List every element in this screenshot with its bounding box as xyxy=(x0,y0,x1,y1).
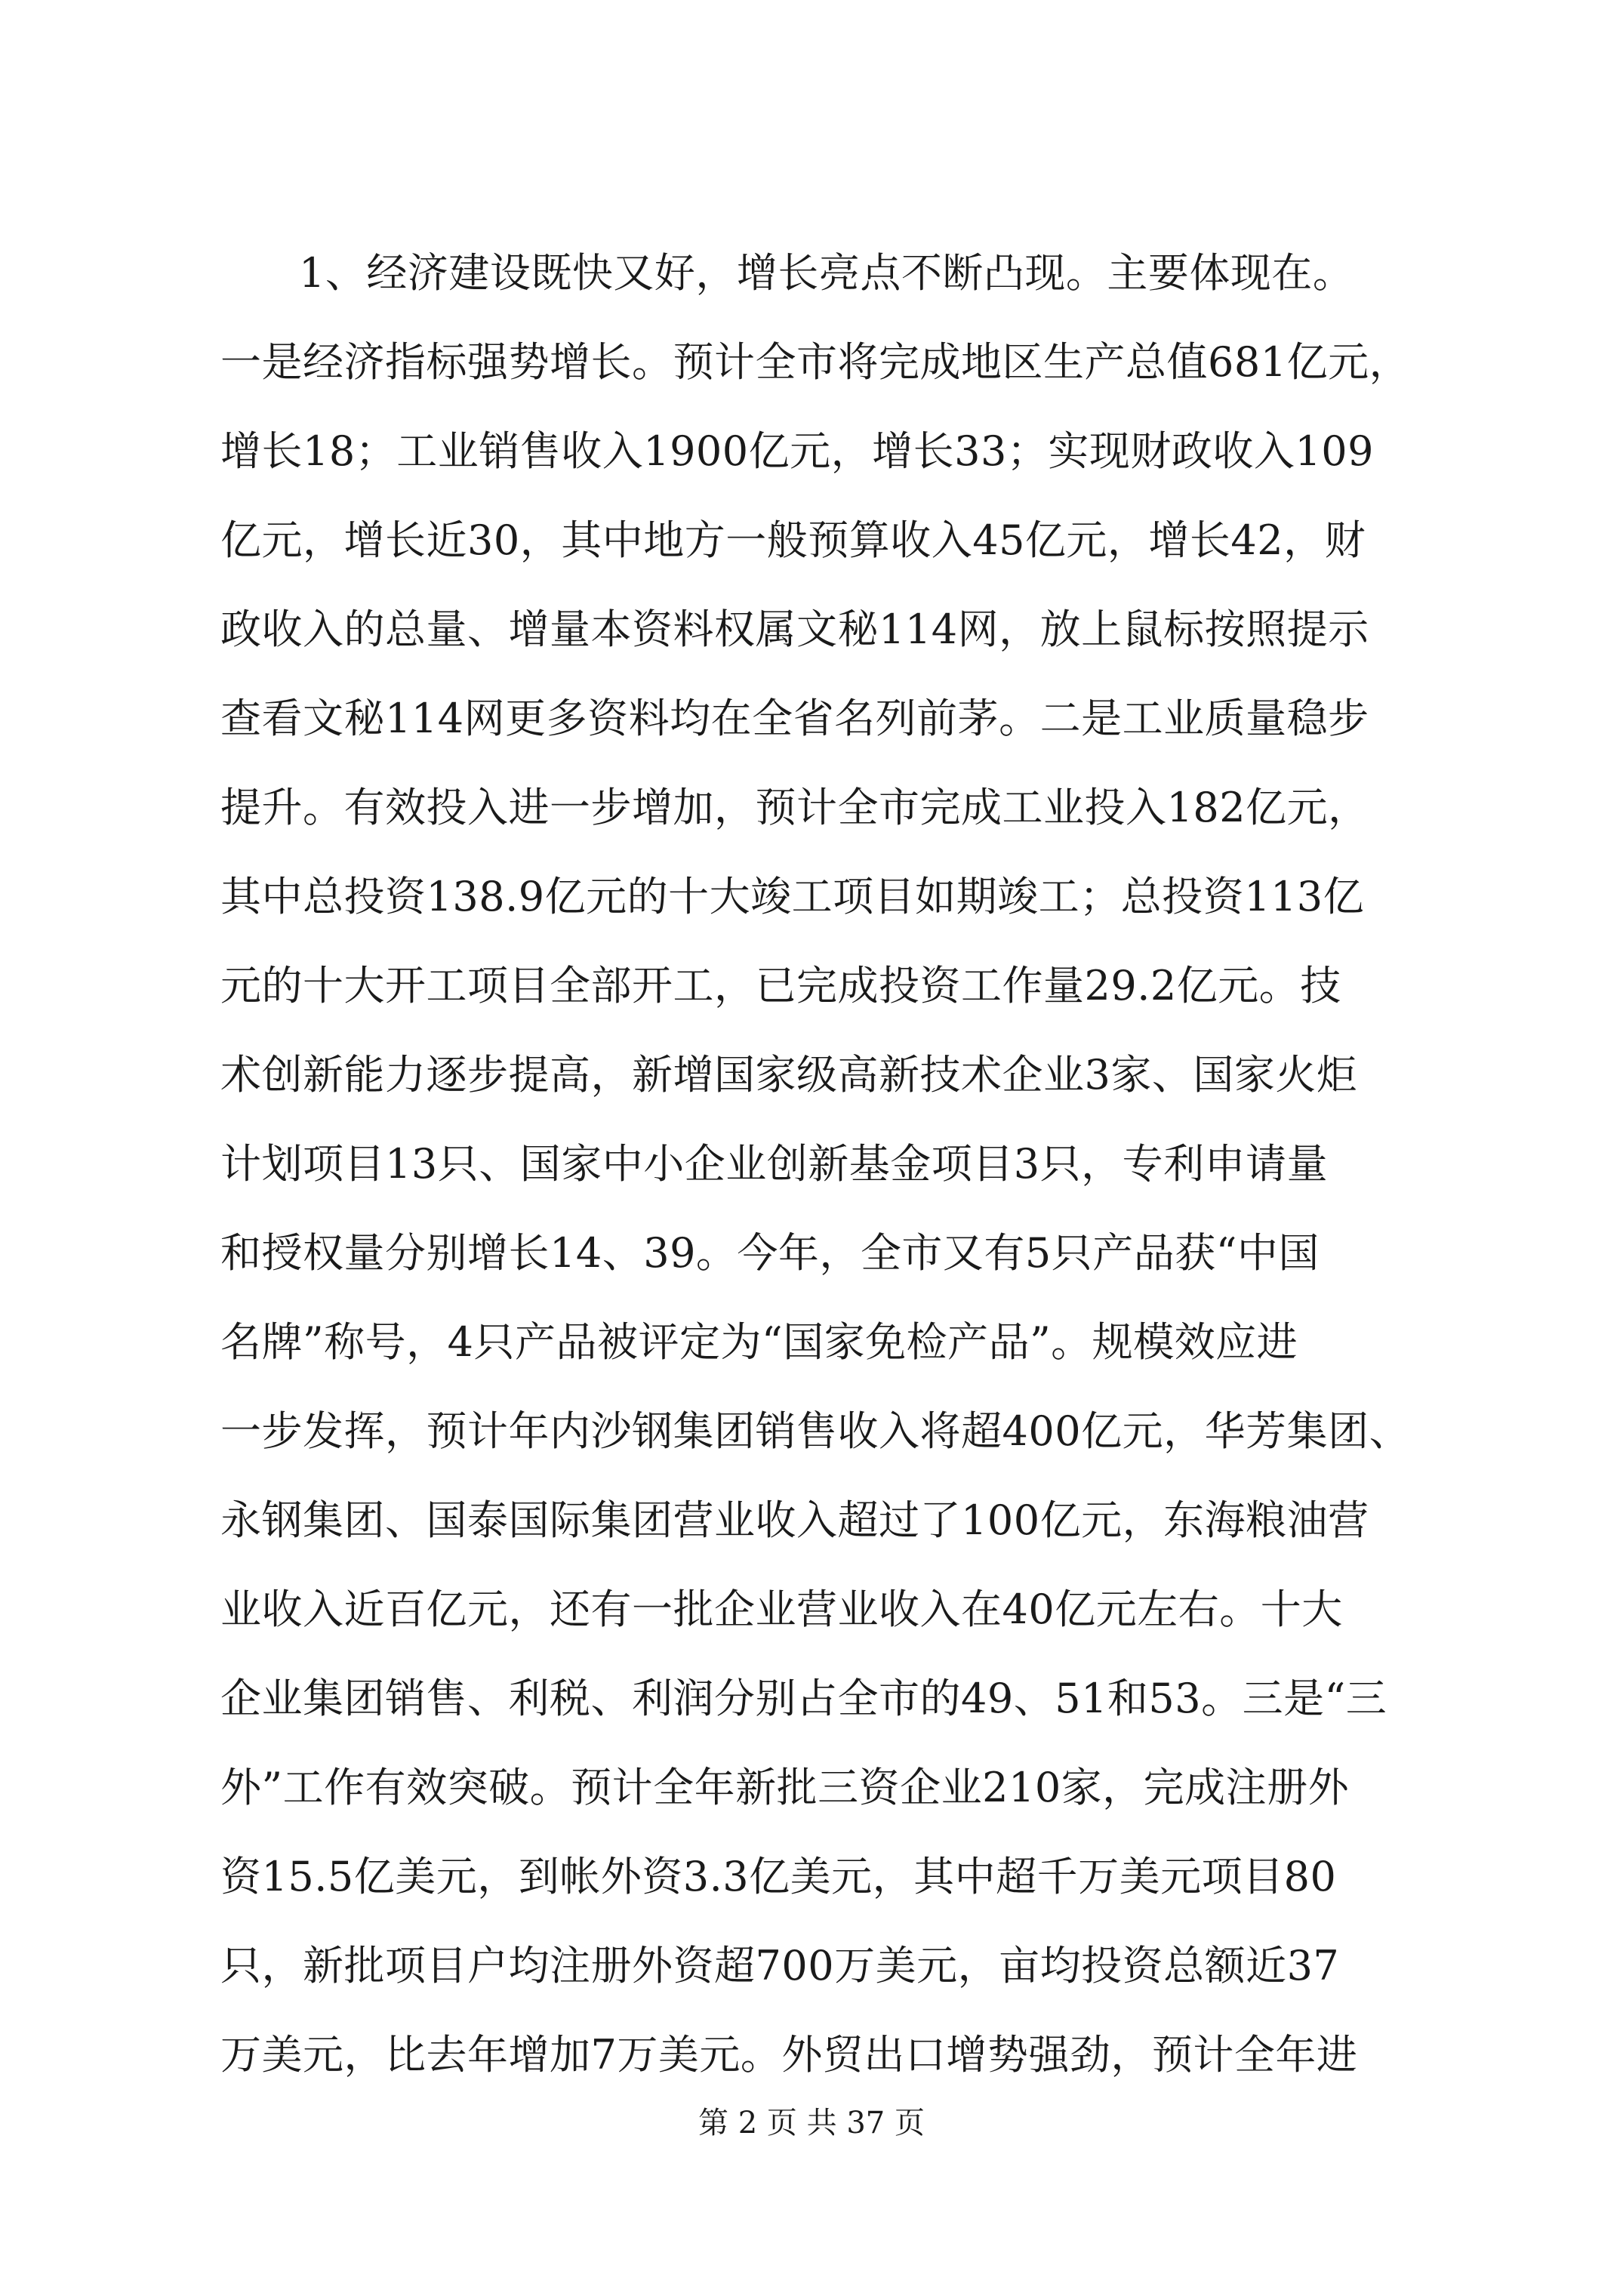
text-line: 名牌”称号，4只产品被评定为“国家免检产品”。规模效应进 xyxy=(220,1318,1298,1366)
text-line: 元的十大开工项目全部开工，已完成投资工作量29.2亿元。技 xyxy=(220,962,1341,1009)
text-line: 和授权量分别增长14、39。今年，全市又有5只产品获“中国 xyxy=(220,1229,1320,1277)
text-line: 一步发挥，预计年内沙钢集团销售收入将超400亿元，华芳集团、 xyxy=(220,1407,1411,1455)
text-line: 计划项目13只、国家中小企业创新基金项目3只，专利申请量 xyxy=(220,1140,1329,1188)
text-line: 资15.5亿美元，到帐外资3.3亿美元，其中超千万美元项目80 xyxy=(220,1853,1337,1900)
text-line: 一是经济指标强势增长。预计全市将完成地区生产总值681亿元， xyxy=(220,338,1411,386)
text-line: 永钢集团、国泰国际集团营业收入超过了100亿元，东海粮油营 xyxy=(220,1496,1369,1544)
text-line: 1、经济建设既快又好，增长亮点不断凸现。主要体现在。 xyxy=(299,249,1354,297)
page-footer: 第 2 页 共 37 页 xyxy=(698,2106,925,2140)
text-line: 政收入的总量、增量本资料权属文秘114网，放上鼠标按照提示 xyxy=(220,606,1369,653)
text-line: 其中总投资138.9亿元的十大竣工项目如期竣工；总投资113亿 xyxy=(220,873,1365,920)
text-line: 外”工作有效突破。预计全年新批三资企业210家，完成注册外 xyxy=(220,1764,1350,1811)
text-line: 提升。有效投入进一步增加，预计全市完成工业投入182亿元， xyxy=(220,784,1369,831)
text-line: 业收入近百亿元，还有一批企业营业收入在40亿元左右。十大 xyxy=(220,1586,1343,1633)
text-line: 术创新能力逐步提高，新增国家级高新技术企业3家、国家火炬 xyxy=(220,1051,1358,1099)
text-line: 亿元，增长近30，其中地方一般预算收入45亿元，增长42，财 xyxy=(220,516,1366,564)
text-line: 只，新批项目户均注册外资超700万美元，亩均投资总额近37 xyxy=(220,1942,1340,1989)
text-line: 企业集团销售、利税、利润分别占全市的49、51和53。三是“三 xyxy=(220,1675,1387,1722)
text-line: 查看文秘114网更多资料均在全省名列前茅。二是工业质量稳步 xyxy=(220,695,1369,742)
text-line: 增长18；工业销售收入1900亿元，增长33；实现财政收入109 xyxy=(220,427,1374,475)
text-line: 万美元，比去年增加7万美元。外贸出口增势强劲，预计全年进 xyxy=(220,2031,1358,2079)
